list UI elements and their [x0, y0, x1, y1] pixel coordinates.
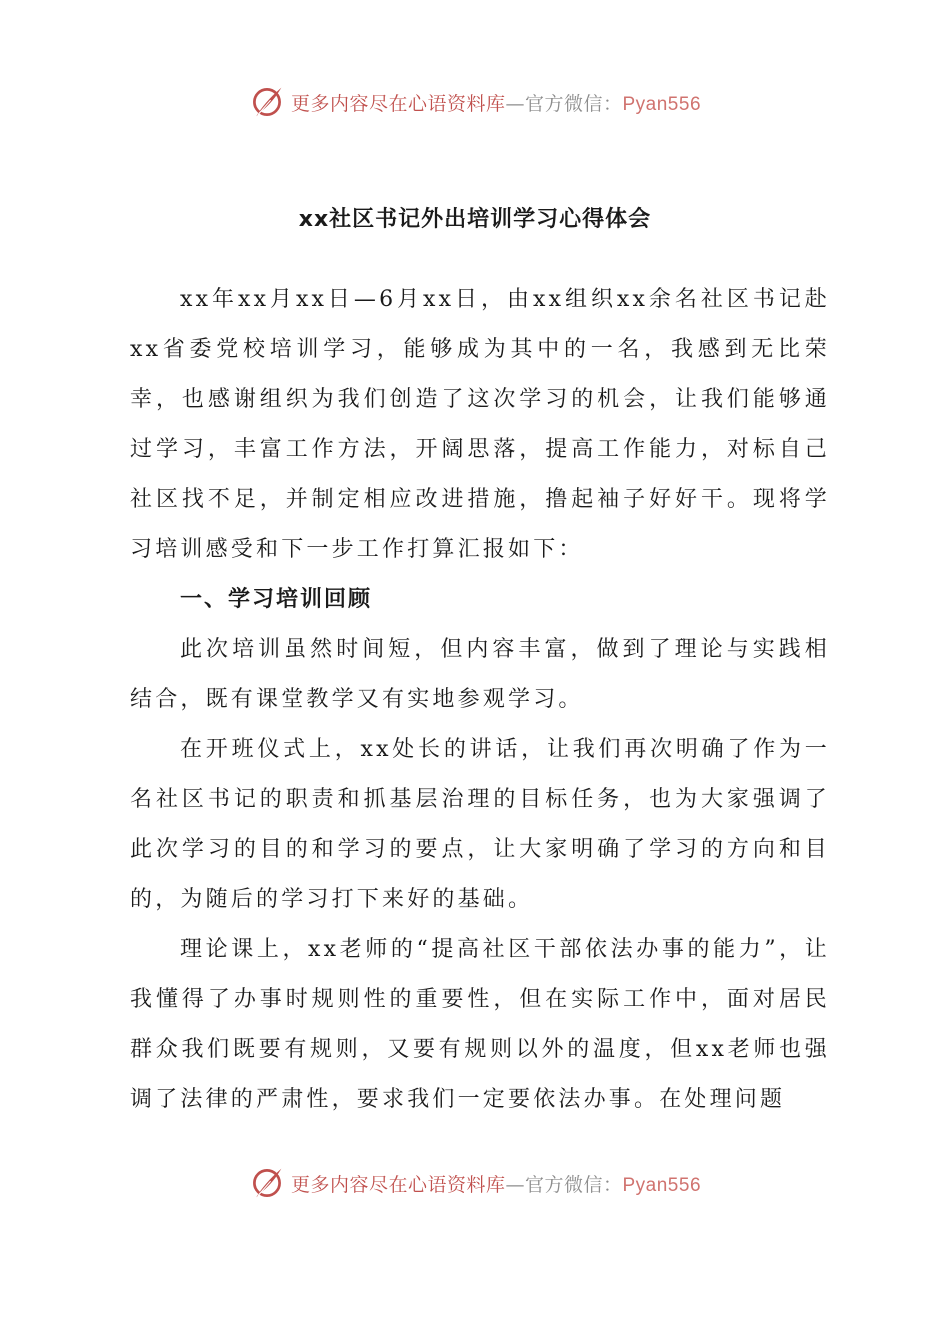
document-body: [130, 275, 830, 1125]
watermark-separator: —: [505, 1173, 525, 1196]
paragraph: 理论课上，xx老师的“提高社区干部依法办事的能力”，让我懂得了办事时规则性的重要性，但在实际工作中，面对居民群众我们既要有规则，又要有规则以外的温度，但xx老师也强调了法律的严肃性，要求我们一定要依法办事。在处理问题: [130, 937, 830, 1112]
watermark-wechat-id: Pyan556: [622, 93, 702, 115]
watermark-footer: [0, 1161, 950, 1205]
watermark-text: [291, 1170, 701, 1197]
paragraph: 在开班仪式上，xx处长的讲话，让我们再次明确了作为一名社区书记的职责和抓基层治理的目标任务，也为大家强调了此次学习的目的和学习的要点，让大家明确了学习的方向和目的，为随后的学习打下来好的基础。: [130, 737, 830, 912]
quill-logo-icon: [249, 1165, 285, 1201]
watermark-main-text: 更多内容尽在心语资料库: [290, 92, 506, 115]
watermark-wechat-label: 官方微信：: [524, 1173, 623, 1196]
paragraph: 此次培训虽然时间短，但内容丰富，做到了理论与实践相结合，既有课堂教学又有实地参观学习。: [130, 637, 830, 712]
watermark-header: [0, 80, 950, 124]
document-title: xx社区书记外出培训学习心得体会: [298, 207, 652, 232]
paragraph-intro: xx年xx月xx日—6月xx日，由xx组织xx余名社区书记赴xx省委党校培训学习，能够成为其中的一名，我感到无比荣幸，也感谢组织为我们创造了这次学习的机会，让我们能够通过学习，丰富工作方法，开阔思落，提高工作能力，对标自己社区找不足，并制定相应改进措施，撸起袖子好好干。现将学习培训感受和下一步工作打算汇报如下：: [130, 287, 830, 562]
quill-logo-icon: [249, 84, 285, 120]
watermark-wechat-id: Pyan556: [622, 1174, 702, 1196]
watermark-separator: —: [505, 92, 525, 115]
watermark-wechat-label: 官方微信：: [524, 92, 623, 115]
section-heading: 一、学习培训回顾: [180, 587, 373, 612]
watermark-main-text: 更多内容尽在心语资料库: [290, 1173, 506, 1196]
watermark-text: [291, 89, 701, 116]
